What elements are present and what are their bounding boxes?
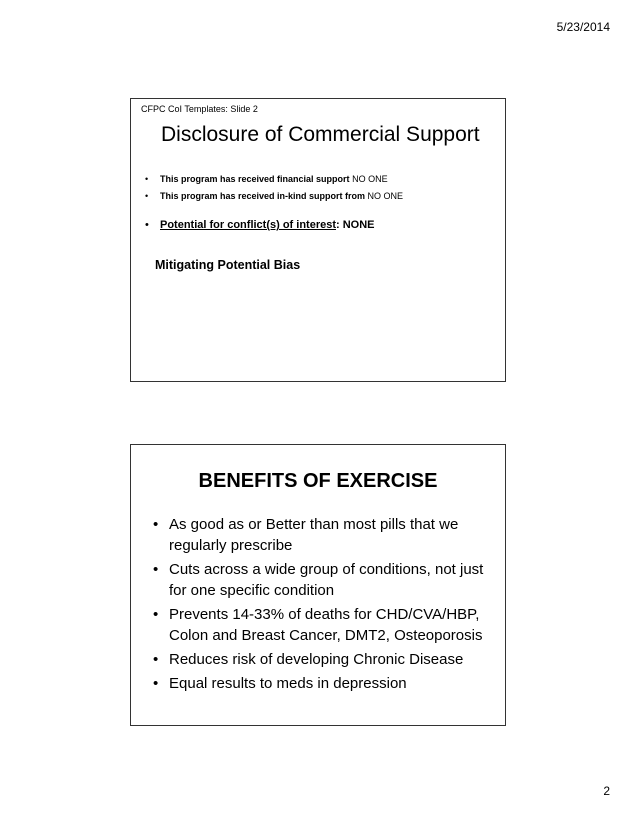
benefit-text: As good as or Better than most pills that we regularly prescribe xyxy=(169,516,459,554)
benefit-text: Reduces risk of developing Chronic Disease xyxy=(169,651,464,668)
conflict-label: Potential for conflict(s) of interest xyxy=(160,219,337,231)
benefit-text: Cuts across a wide group of conditions, not just for one specific condition xyxy=(169,561,484,599)
slide-1-title: Disclosure of Commercial Support xyxy=(161,123,480,146)
bullet-bold-text: This program has received in-kind support from xyxy=(160,191,366,201)
benefit-bullet xyxy=(153,514,498,556)
benefits-bullet-list xyxy=(153,514,498,697)
bullet-value: NO ONE xyxy=(349,174,388,184)
mitigating-bias-heading: Mitigating Potential Bias xyxy=(155,258,301,272)
page-number: 2 xyxy=(603,784,610,798)
benefit-bullet xyxy=(153,559,498,601)
page-date: 5/23/2014 xyxy=(556,20,610,34)
benefit-text: Equal results to meds in depression xyxy=(169,675,407,692)
bullet-icon: • xyxy=(153,675,159,692)
conflict-value: : NONE xyxy=(336,219,375,231)
bullet-icon: • xyxy=(145,219,149,231)
bullet-bold-text: This program has received financial support xyxy=(160,174,350,184)
bullet-icon: • xyxy=(145,191,149,201)
conflict-of-interest-line xyxy=(145,219,375,231)
slide-1-disclosure xyxy=(130,98,506,382)
bullet-icon: • xyxy=(153,651,159,668)
bullet-value: NO ONE xyxy=(365,191,404,201)
disclosure-bullet-in-kind xyxy=(145,188,495,205)
disclosure-bullet-financial xyxy=(145,171,495,188)
slide-2-title: BENEFITS OF EXERCISE xyxy=(198,470,438,492)
disclosure-bullet-list xyxy=(145,171,495,205)
benefit-text: Prevents 14-33% of deaths for CHD/CVA/HBP, Colon and Breast Cancer, DMT2, Osteoporosis xyxy=(169,606,483,644)
bullet-icon: • xyxy=(145,174,149,184)
benefit-bullet xyxy=(153,604,498,646)
bullet-icon: • xyxy=(153,561,159,578)
bullet-icon: • xyxy=(153,606,159,623)
slide-2-benefits xyxy=(130,444,506,726)
benefit-bullet xyxy=(153,673,498,694)
bullet-icon: • xyxy=(153,516,159,533)
benefit-bullet xyxy=(153,649,498,670)
slide-template-label: CFPC CoI Templates: Slide 2 xyxy=(141,104,258,114)
